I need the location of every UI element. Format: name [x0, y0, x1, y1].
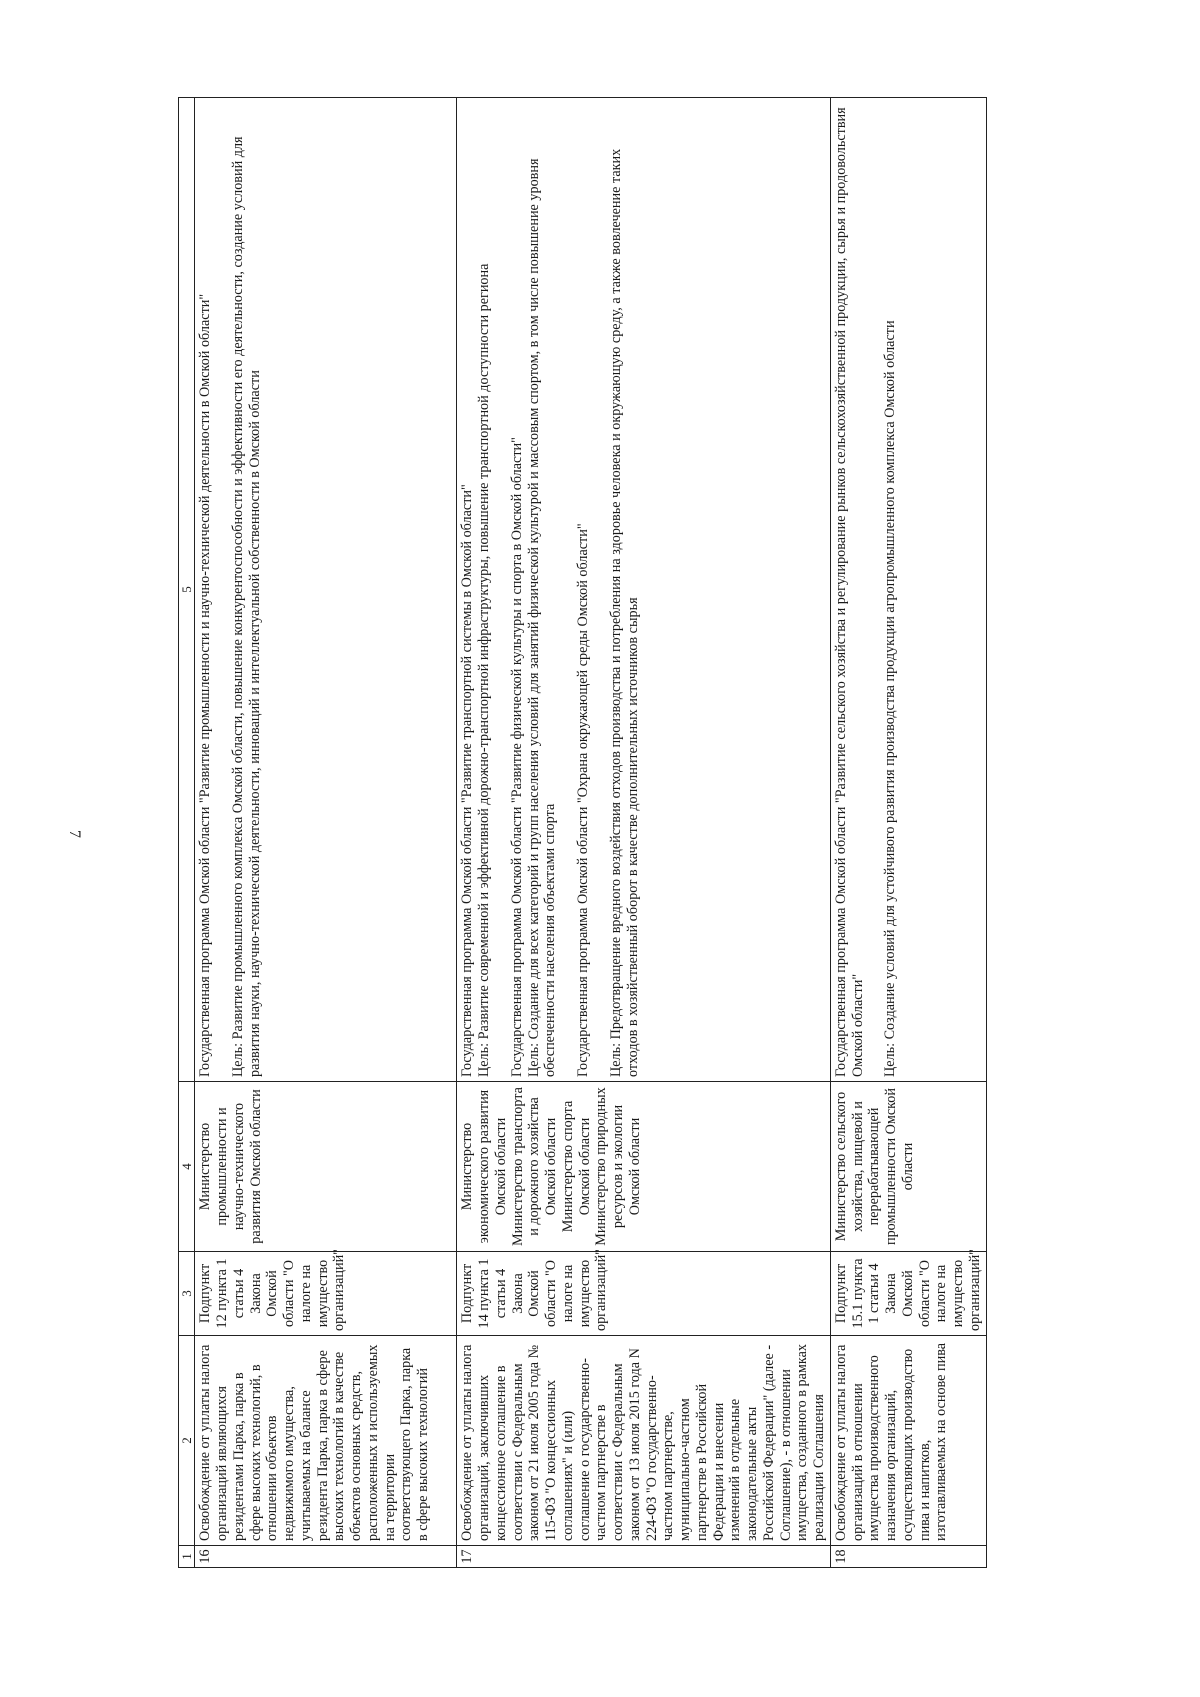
row-number: 18 [830, 1546, 986, 1568]
programs-cell [195, 98, 457, 1082]
header-col-1: 1 [179, 1546, 195, 1568]
programs-cell [457, 98, 831, 1082]
ministry-name: Министерство промышленности и научно-технического развития Омской области [197, 1089, 264, 1244]
program-goal: Цель: Предотвращение вредного воздействия отходов производства и потребления на здоровье человека и окружающую среду, а также вовлечение таких отходов в хозяйственный оборот в качестве дополнительных источников сырья [607, 148, 641, 1077]
row-number: 16 [195, 1546, 457, 1568]
program-goal: Цель: Создание для всех категорий и групп населения условий для занятий физической культурой и массовым спортом, в том числе повышение уровня обеспеченности населения объектами спорта [525, 158, 559, 1077]
program-goal: Цель: Развитие современной и эффективной дорожно-транспортной инфраструктуры, повышение транспортной доступности региона [476, 263, 493, 1077]
legal-basis: Подпункт 12 пункта 1 статьи 4 Закона Омской области "О налоге на имущество организаций" [195, 1252, 457, 1336]
header-col-5: 5 [179, 98, 195, 1082]
row-number: 17 [457, 1546, 831, 1568]
table-row [195, 98, 457, 1568]
program-name: Государственная программа Омской области "Развитие сельского хозяйства и регулирование рынков сельскохозяйственной продукции, сырья и продовольствия Омской области" [832, 107, 866, 1077]
program-goal: Цель: Создание условий для устойчивого развития производства продукции агропромышленного комплекса Омской области [882, 320, 899, 1077]
tax-benefits-table-rotated [178, 98, 983, 1568]
ministry-name: Министерство природных ресурсов и экологии Омской области [593, 1087, 643, 1246]
benefit-description: Освобождение от уплаты налога организаций являющихся резидентами Парка, парка в сфере высоких технологий, в отношении объектов недвижимого имущества, учитываемых на балансе резидента Парка, парка в сфере высоких технологий в качестве объектов основных средств, расположенных и используемых на территории соответствующего Парка, парка в сфере высоких технологий [195, 1336, 457, 1546]
program-name: Государственная программа Омской области "Развитие физической культуры и спорта в Омской области" [508, 437, 525, 1077]
header-col-3: 3 [179, 1252, 195, 1336]
table-row [457, 98, 831, 1568]
tax-benefits-table [178, 97, 987, 1568]
program-goal: Цель: Развитие промышленного комплекса Омской области, повышение конкурентоспособности и эффективности его деятельности, создание условий для развития науки, научно-технической деятельности, инноваций и интеллектуальной собственности в Омской области [230, 136, 263, 1077]
ministry-cell [830, 1082, 986, 1252]
header-col-4: 4 [179, 1082, 195, 1252]
ministry-name: Министерство сельского хозяйства, пищевой и перерабатывающей промышленности Омской области [832, 1088, 916, 1245]
header-col-2: 2 [179, 1336, 195, 1546]
legal-basis: Подпункт 15.1 пункта 1 статьи 4 Закона Омской области "О налоге на имущество организаций" [830, 1252, 986, 1336]
ministry-cell [195, 1082, 457, 1252]
benefit-description: Освобождение от уплаты налога организаций в отношении имущества производственного назначения организаций, осуществляющих производство пива и напитков, изготавливаемых на основе пива [830, 1336, 986, 1546]
ministry-name: Министерство спорта Омской области [559, 1100, 593, 1233]
legal-basis: Подпункт 14 пункта 1 статьи 4 Закона Омской области "О налоге на имущество организаций" [457, 1252, 831, 1336]
program-name: Государственная программа Омской области "Развитие промышленности и научно-технической деятельности в Омской области" [197, 293, 214, 1077]
programs-cell [830, 98, 986, 1082]
page-number: 7 [66, 830, 83, 838]
ministry-name: Министерство экономического развития Омской области [459, 1089, 509, 1244]
ministry-name: Министерство транспорта и дорожного хозяйства Омской области [509, 1087, 560, 1246]
ministry-cell [457, 1082, 831, 1252]
benefit-description: Освобождение от уплаты налога организаций, заключивших концессионное соглашение в соответствии с Федеральным законом от 21 июля 2005 года № 115-ФЗ "О концессионных соглашениях" и (или) соглашение о государственно-частном партнерстве в соответствии с Федеральным законом от 13 июля 2015 года N 224-ФЗ "О государственно-частном партнерстве, муниципально-частном партнерстве в Российской Федерации и внесении изменений в отдельные законодательные акты Российской Федерации" (далее - Соглашение), - в отношении имущества, созданного в рамках реализации Соглашения [457, 1336, 831, 1546]
table-row [830, 98, 986, 1568]
program-name: Государственная программа Омской области "Охрана окружающей среды Омской области" [575, 523, 592, 1077]
header-row [179, 98, 195, 1568]
program-name: Государственная программа Омской области "Развитие транспортной системы в Омской области" [459, 484, 476, 1077]
